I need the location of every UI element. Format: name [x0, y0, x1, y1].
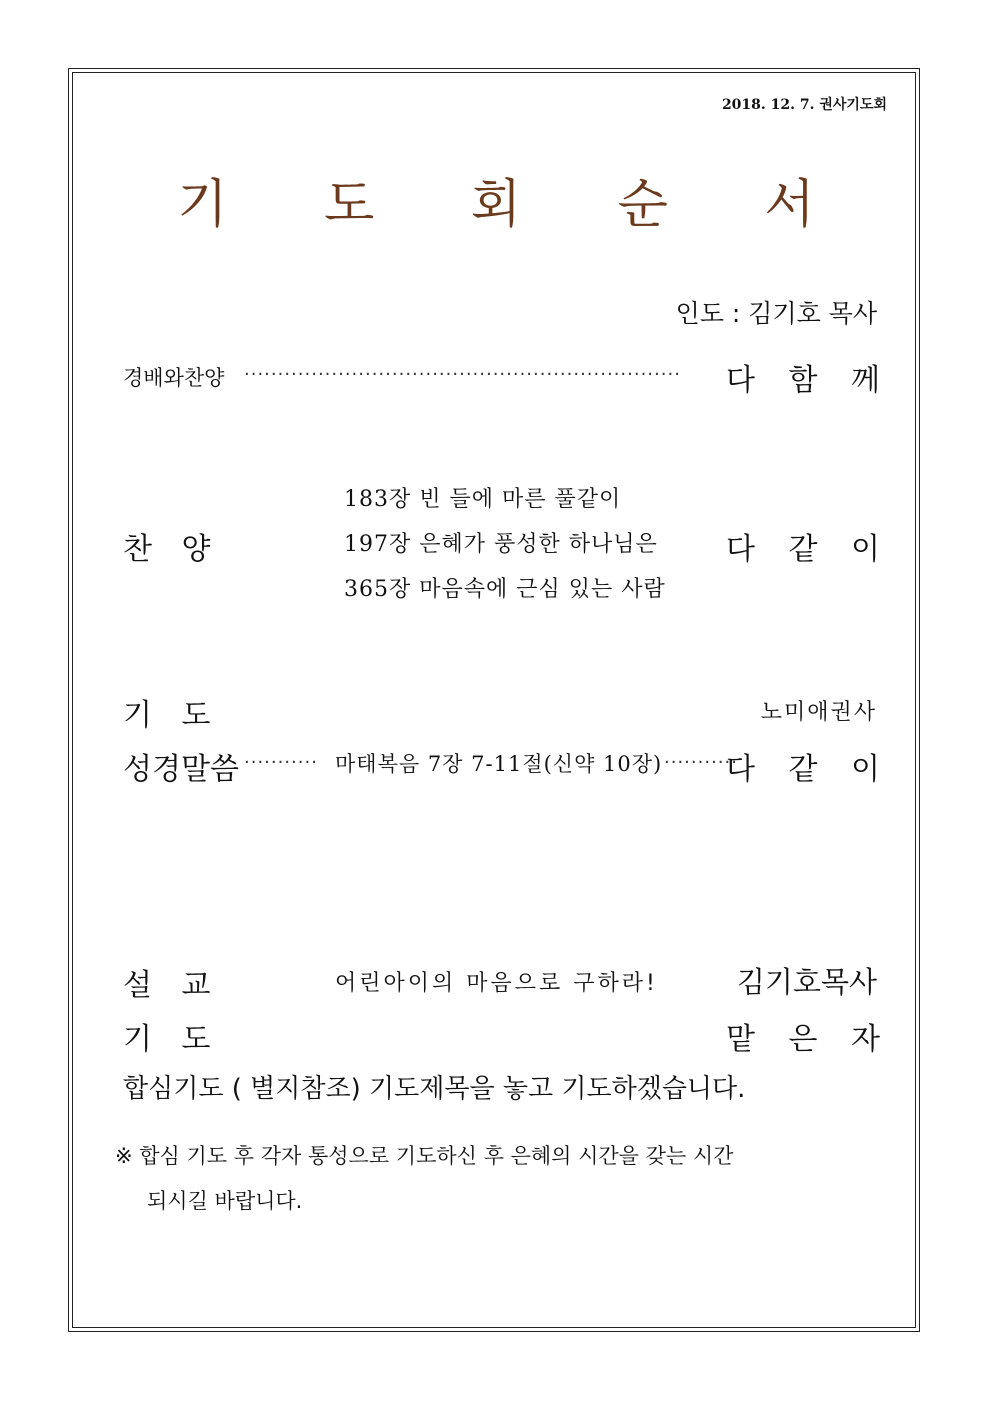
hymn-performer: 다 같 이	[725, 532, 892, 567]
hymn-item-2: 197장 은혜가 풍성한 하나님은	[344, 532, 658, 557]
sermon-preacher: 김기호목사	[736, 965, 877, 999]
leader-line: 인도 : 김기호 목사	[675, 299, 877, 328]
scripture-dots-right: ···········	[664, 752, 738, 773]
prayer-performer: 노미애권사	[760, 700, 877, 725]
hymn-item-3: 365장 마음속에 근심 있는 사람	[344, 577, 666, 602]
date-header: 2018. 12. 7. 권사기도회	[721, 97, 887, 113]
sermon-title: 어린아이의 마음으로 구하라!	[335, 971, 658, 996]
worship-leader-dots: ·································································	[244, 364, 681, 385]
closing-prayer-label: 기 도	[123, 1022, 211, 1057]
worship-performer: 다 함 께	[725, 363, 892, 398]
note-line-1: ※ 합심 기도 후 각자 통성으로 기도하신 후 은혜의 시간을 갖는 시간	[115, 1144, 734, 1168]
closing-prayer-performer: 맡 은 자	[725, 1022, 892, 1057]
scripture-performer: 다 같 이	[725, 752, 892, 787]
prayer-label: 기 도	[123, 698, 211, 733]
page-title: 기 도 회 순 서	[177, 175, 855, 235]
united-prayer-line: 합심기도 ( 별지참조) 기도제목을 놓고 기도하겠습니다.	[123, 1074, 746, 1104]
scripture-text: 마태복음 7장 7-11절(신약 10장)	[335, 752, 663, 776]
hymn-item-1: 183장 빈 들에 마른 풀같이	[344, 487, 622, 512]
hymn-label: 찬 양	[123, 532, 211, 567]
scripture-dots-left: ···········	[244, 752, 318, 773]
sermon-label: 설 교	[123, 968, 211, 1003]
worship-label: 경배와찬양	[123, 366, 225, 390]
scripture-label: 성경말씀	[123, 752, 239, 787]
note-line-2: 되시길 바랍니다.	[147, 1189, 303, 1213]
